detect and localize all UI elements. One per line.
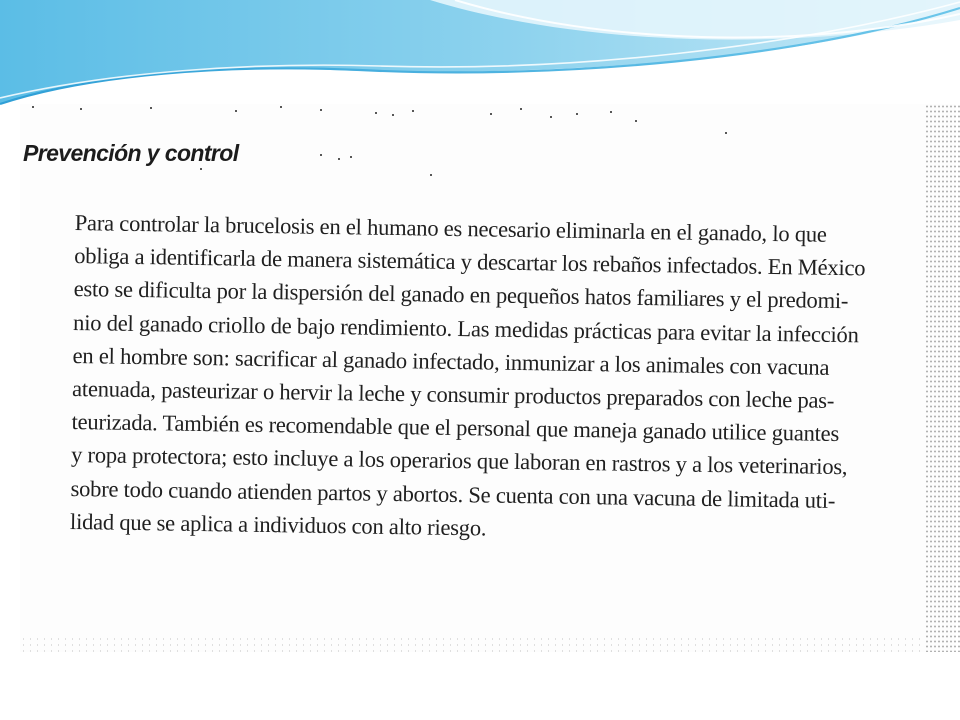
- scan-speck: [725, 132, 727, 134]
- scan-bottom-noise: [20, 636, 925, 652]
- section-heading: Prevención y control: [23, 140, 239, 166]
- paragraph-line: lidad que se aplica a individuos con alto riesgo.: [69, 508, 487, 541]
- scan-speck: [200, 168, 202, 170]
- slide-header-swoosh: [0, 0, 960, 110]
- scan-speck: [375, 112, 377, 114]
- scan-speck: [320, 109, 322, 111]
- scan-speck: [520, 108, 522, 110]
- body-paragraph: [70, 206, 935, 551]
- paragraph-line: en el hombre son: sacrificar al ganado infectado, inmunizar a los animales con vacuna: [72, 342, 830, 380]
- scanned-page: [20, 104, 955, 652]
- paragraph-line: esto se dificulta por la dispersión del ganado en pequeños hatos familiares y el predomi-: [73, 276, 849, 314]
- scan-speck: [576, 113, 578, 115]
- scan-speck: [280, 106, 282, 108]
- paragraph-line: sobre todo cuando atienden partos y abortos. Se cuenta con una vacuna de limitada uti-: [70, 475, 836, 513]
- scan-speck: [32, 106, 34, 108]
- paragraph-line: y ropa protectora; esto incluye a los operarios que laboran en rastros y a los veterinarios,: [70, 442, 848, 480]
- scan-speck: [430, 174, 432, 176]
- paragraph-line: nio del ganado criollo de bajo rendimiento. Las medidas prácticas para evitar la infección: [72, 309, 859, 347]
- scan-speck: [150, 107, 152, 109]
- scan-speck: [235, 110, 237, 112]
- scan-speck: [635, 120, 637, 122]
- scan-speck: [550, 116, 552, 118]
- paragraph-line: obliga a identificarla de manera sistemática y descartar los rebaños infectados. En México: [74, 243, 866, 281]
- scan-speck: [412, 110, 414, 112]
- scan-speck: [320, 154, 322, 156]
- scan-speck: [392, 114, 394, 116]
- scan-speck: [350, 156, 352, 158]
- paragraph-line: teurizada. También es recomendable que el personal que maneja ganado utilice guantes: [71, 409, 840, 447]
- paragraph-line: atenuada, pasteurizar o hervir la leche y consumir productos preparados con leche pas-: [71, 375, 835, 413]
- scan-speck: [610, 111, 612, 113]
- scan-edge-noise: [925, 104, 960, 652]
- scan-speck: [80, 108, 82, 110]
- paragraph-line: Para controlar la brucelosis en el humano es necesario eliminarla en el ganado, lo que: [74, 209, 827, 247]
- scan-speck: [338, 158, 340, 160]
- scan-speck: [490, 113, 492, 115]
